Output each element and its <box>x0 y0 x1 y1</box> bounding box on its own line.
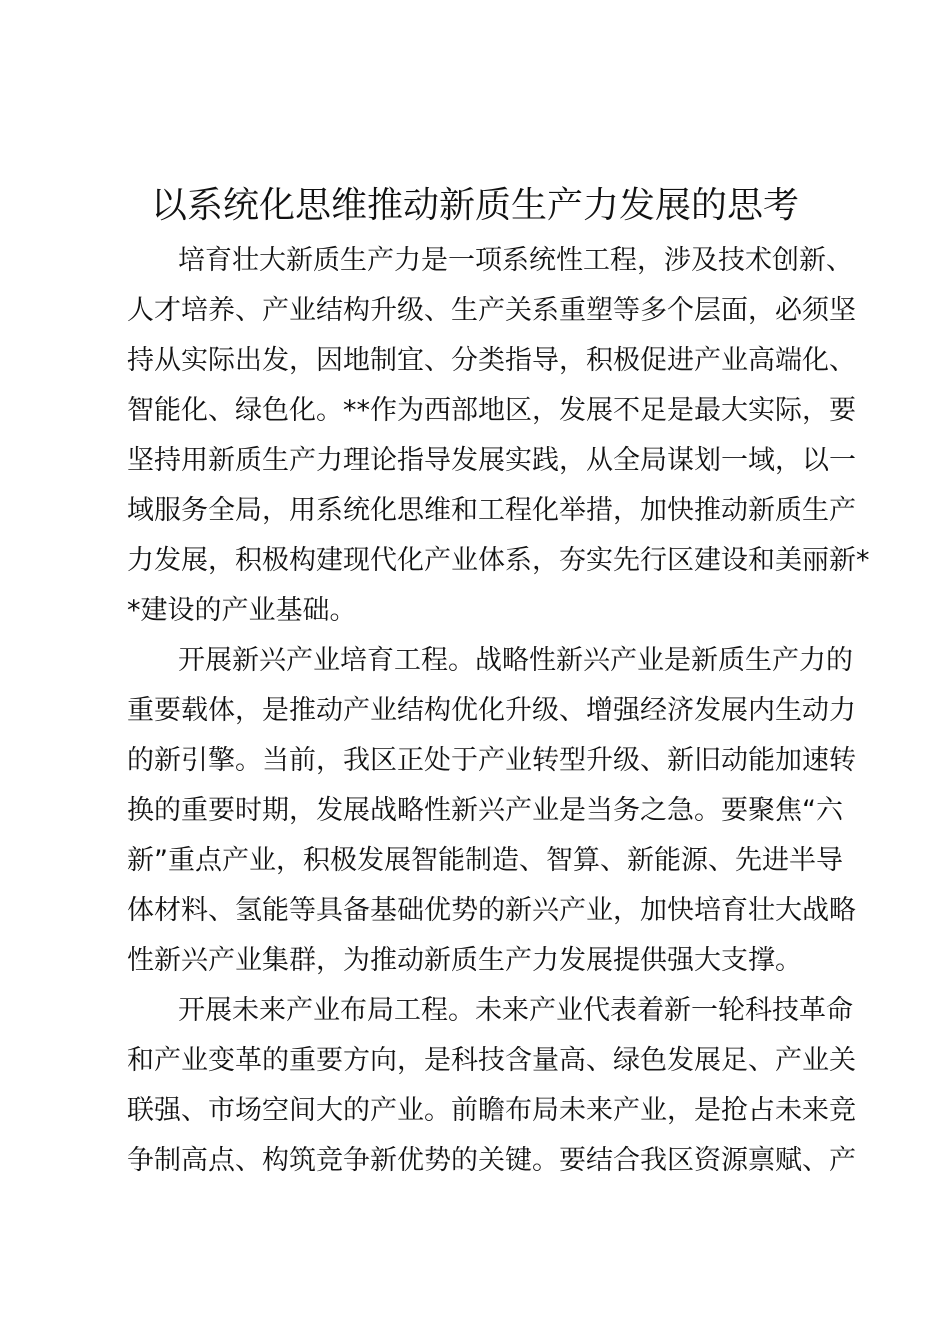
text-line: 争制高点、构筑竞争新优势的关键。要结合我区资源禀赋、产 <box>127 1145 856 1176</box>
text-line: 重要载体，是推动产业结构优化升级、增强经济发展内生动力 <box>127 695 856 726</box>
text-line: 域服务全局，用系统化思维和工程化举措，加快推动新质生产 <box>127 495 856 526</box>
text-line: 力发展，积极构建现代化产业体系，夯实先行区建设和美丽新* <box>127 545 870 576</box>
paragraph <box>127 236 870 636</box>
text-line: 体材料、氢能等具备基础优势的新兴产业，加快培育壮大战略 <box>127 895 856 926</box>
text-line: 开展未来产业布局工程。未来产业代表着新一轮科技革命 <box>178 995 853 1026</box>
text-line: *建设的产业基础。 <box>127 595 357 626</box>
text-line: 人才培养、产业结构升级、生产关系重塑等多个层面，必须坚 <box>127 295 856 326</box>
text-line: 性新兴产业集群，为推动新质生产力发展提供强大支撑。 <box>127 945 802 976</box>
text-line: 联强、市场空间大的产业。前瞻布局未来产业，是抢占未来竞 <box>127 1095 856 1126</box>
paragraph <box>127 636 856 986</box>
text-line: 和产业变革的重要方向，是科技含量高、绿色发展足、产业关 <box>127 1045 856 1076</box>
text-line: 培育壮大新质生产力是一项系统性工程，涉及技术创新、 <box>178 245 853 276</box>
text-line: 的新引擎。当前，我区正处于产业转型升级、新旧动能加速转 <box>127 745 856 776</box>
paragraph <box>127 986 856 1186</box>
document-title: 以系统化思维推动新质生产力发展的思考 <box>150 185 799 226</box>
text-line: 换的重要时期，发展战略性新兴产业是当务之急。要聚焦“六 <box>127 795 843 826</box>
document-body <box>127 236 870 1186</box>
text-line: 持从实际出发，因地制宜、分类指导，积极促进产业高端化、 <box>127 345 856 376</box>
text-line: 新”重点产业，积极发展智能制造、智算、新能源、先进半导 <box>127 845 843 876</box>
text-line: 坚持用新质生产力理论指导发展实践，从全局谋划一域，以一 <box>127 445 856 476</box>
text-line: 开展新兴产业培育工程。战略性新兴产业是新质生产力的 <box>178 645 853 676</box>
text-line: 智能化、绿色化。**作为西部地区，发展不足是最大实际，要 <box>127 395 856 426</box>
